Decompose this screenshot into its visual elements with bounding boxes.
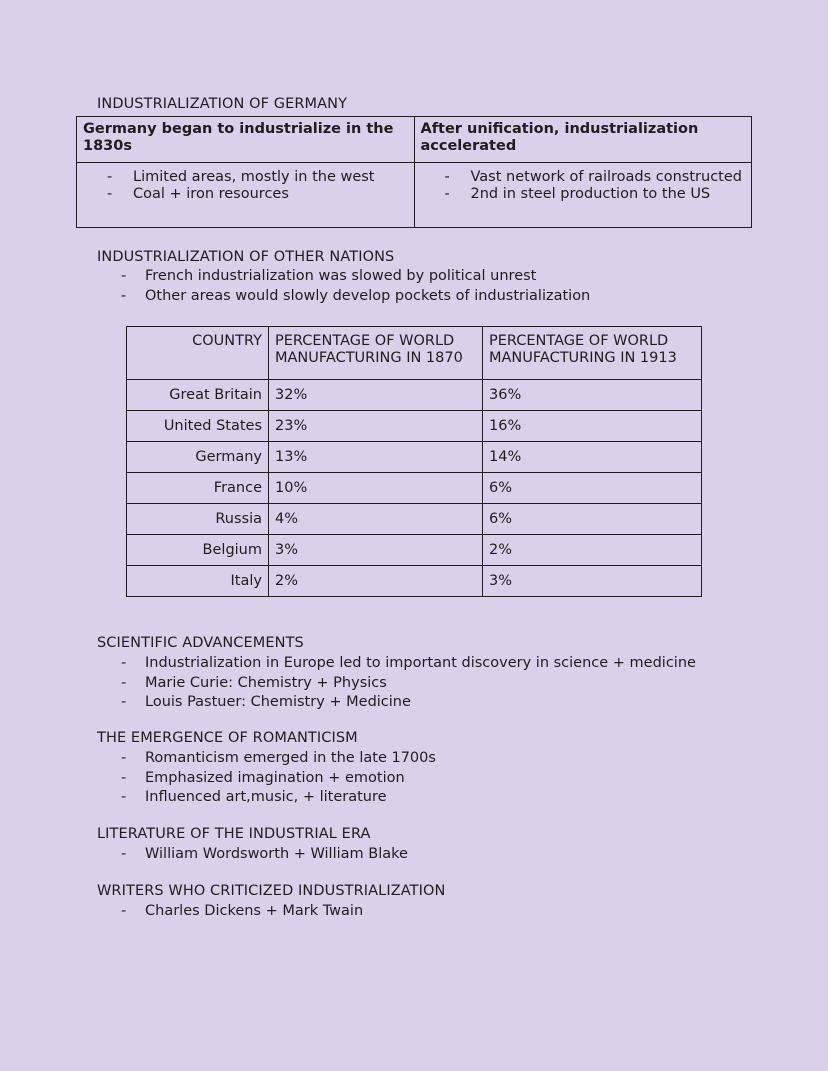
germany-left-cell bbox=[77, 163, 415, 228]
table-row bbox=[127, 473, 702, 504]
germany-table-wrapper bbox=[76, 116, 752, 228]
table-row bbox=[127, 535, 702, 566]
header-1913: PERCENTAGE OF WORLD MANUFACTURING IN 1913 bbox=[483, 327, 702, 380]
list-item: - William Wordsworth + William Blake bbox=[97, 845, 408, 865]
value-1870-cell: 2% bbox=[269, 566, 483, 597]
germany-table bbox=[76, 116, 752, 228]
value-1913-cell: 6% bbox=[483, 504, 702, 535]
value-1913-cell: 36% bbox=[483, 380, 702, 411]
other-nations-list bbox=[97, 267, 590, 306]
other-nations-heading: INDUSTRIALIZATION OF OTHER NATIONS bbox=[97, 249, 395, 265]
critics-heading: WRITERS WHO CRITICIZED INDUSTRIALIZATION bbox=[97, 883, 446, 899]
list-item: - Emphasized imagination + emotion bbox=[97, 769, 436, 789]
list-item: - Influenced art,music, + literature bbox=[97, 788, 436, 808]
value-1913-cell: 6% bbox=[483, 473, 702, 504]
manufacturing-header-row bbox=[127, 327, 702, 380]
value-1870-cell: 10% bbox=[269, 473, 483, 504]
literature-list bbox=[97, 845, 408, 865]
romanticism-list bbox=[97, 749, 436, 808]
value-1870-cell: 3% bbox=[269, 535, 483, 566]
country-cell: United States bbox=[127, 411, 269, 442]
table-row bbox=[127, 442, 702, 473]
table-row bbox=[127, 380, 702, 411]
value-1870-cell: 4% bbox=[269, 504, 483, 535]
germany-right-cell bbox=[414, 163, 752, 228]
list-item: - Charles Dickens + Mark Twain bbox=[97, 902, 363, 922]
list-item: - Marie Curie: Chemistry + Physics bbox=[97, 674, 696, 694]
manufacturing-table bbox=[126, 326, 702, 597]
germany-left-header: Germany began to industrialize in the 1830s bbox=[77, 117, 415, 163]
header-1870: PERCENTAGE OF WORLD MANUFACTURING IN 1870 bbox=[269, 327, 483, 380]
value-1913-cell: 3% bbox=[483, 566, 702, 597]
value-1870-cell: 13% bbox=[269, 442, 483, 473]
germany-left-item: - Limited areas, mostly in the west bbox=[83, 169, 408, 186]
value-1870-cell: 32% bbox=[269, 380, 483, 411]
country-cell: Great Britain bbox=[127, 380, 269, 411]
germany-right-item: - 2nd in steel production to the US bbox=[421, 186, 746, 203]
literature-heading: LITERATURE OF THE INDUSTRIAL ERA bbox=[97, 826, 371, 842]
value-1913-cell: 16% bbox=[483, 411, 702, 442]
country-cell: Belgium bbox=[127, 535, 269, 566]
value-1913-cell: 2% bbox=[483, 535, 702, 566]
country-cell: France bbox=[127, 473, 269, 504]
list-item: - Romanticism emerged in the late 1700s bbox=[97, 749, 436, 769]
table-row bbox=[127, 504, 702, 535]
table-row bbox=[127, 566, 702, 597]
scientific-list bbox=[97, 654, 696, 713]
country-cell: Italy bbox=[127, 566, 269, 597]
germany-left-item: - Coal + iron resources bbox=[83, 186, 408, 203]
header-country: COUNTRY bbox=[127, 327, 269, 380]
critics-list bbox=[97, 902, 363, 922]
germany-right-header: After unification, industrialization accelerated bbox=[414, 117, 752, 163]
country-cell: Germany bbox=[127, 442, 269, 473]
country-cell: Russia bbox=[127, 504, 269, 535]
scientific-heading: SCIENTIFIC ADVANCEMENTS bbox=[97, 635, 304, 651]
value-1870-cell: 23% bbox=[269, 411, 483, 442]
germany-table-body-row bbox=[77, 163, 752, 228]
germany-table-header-row bbox=[77, 117, 752, 163]
germany-heading: INDUSTRIALIZATION OF GERMANY bbox=[97, 96, 348, 112]
germany-right-item: - Vast network of railroads constructed bbox=[421, 169, 746, 186]
list-item: - Other areas would slowly develop pockets of industrialization bbox=[97, 287, 590, 307]
value-1913-cell: 14% bbox=[483, 442, 702, 473]
list-item: - French industrialization was slowed by political unrest bbox=[97, 267, 590, 287]
list-item: - Louis Pastuer: Chemistry + Medicine bbox=[97, 693, 696, 713]
list-item: - Industrialization in Europe led to important discovery in science + medicine bbox=[97, 654, 696, 674]
manufacturing-table-wrapper bbox=[126, 326, 702, 597]
romanticism-heading: THE EMERGENCE OF ROMANTICISM bbox=[97, 730, 358, 746]
table-row bbox=[127, 411, 702, 442]
